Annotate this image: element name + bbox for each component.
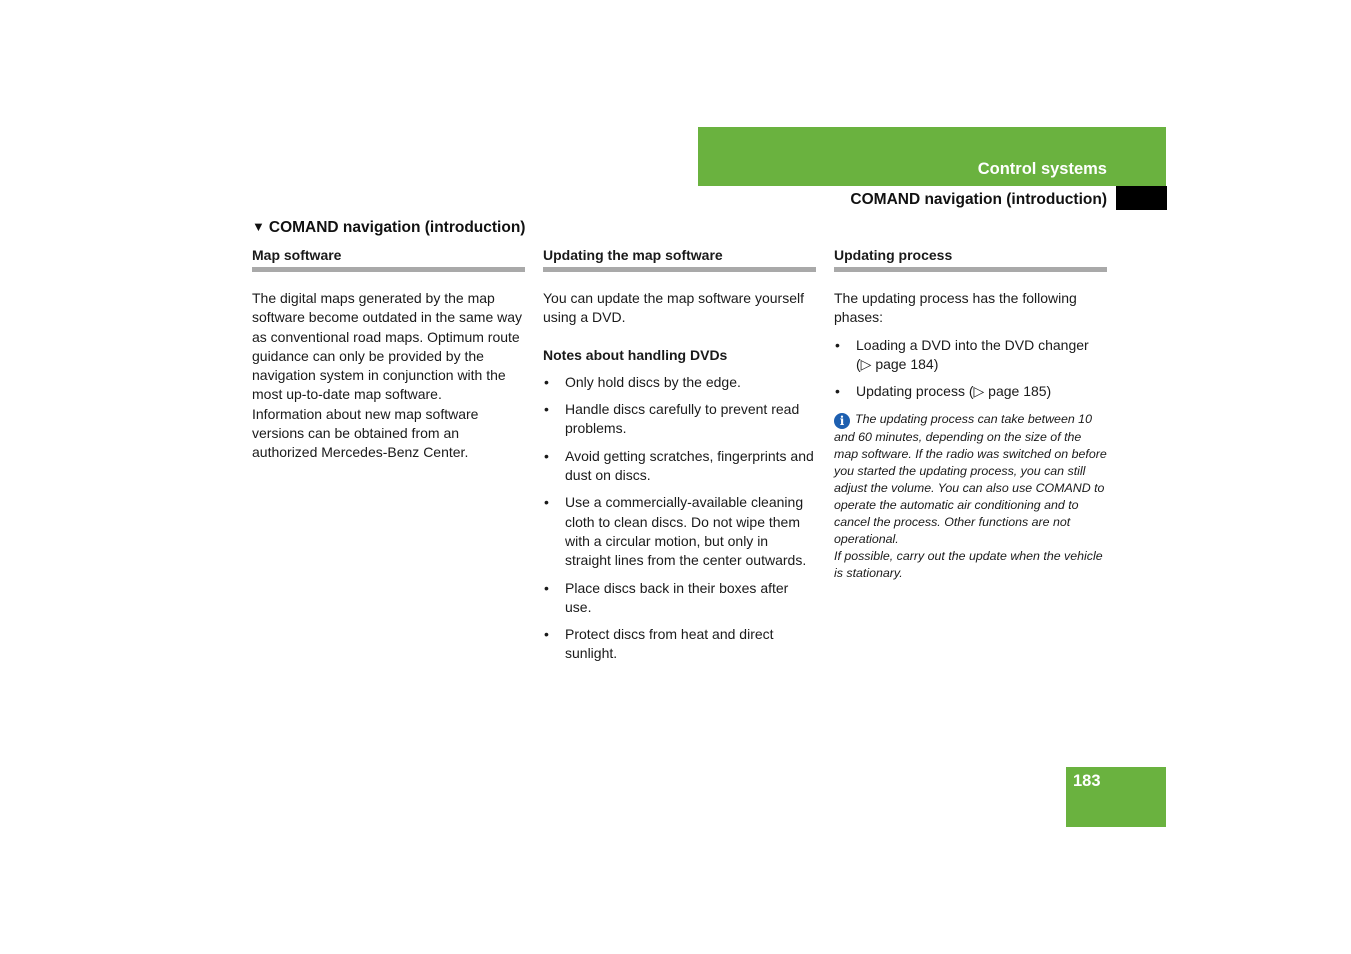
- map-software-paragraph: The digital maps generated by the map software become outdated in the same way as conventional road maps. Optimum route guidance can only be provided by the navigation system in conjunction with the most up-to-date map software.: [252, 290, 523, 403]
- list-item: • Protect discs from heat and direct sunlight.: [543, 625, 816, 664]
- info-icon: i: [834, 413, 850, 429]
- page-number: 183: [1073, 772, 1101, 790]
- phases-list: [834, 336, 1107, 402]
- dvd-notes-list: [543, 373, 816, 664]
- page-title: [252, 219, 525, 237]
- list-item: • Avoid getting scratches, fingerprints and dust on discs.: [543, 447, 816, 486]
- dvd-notes-heading: Notes about handling DVDs: [543, 346, 728, 363]
- column-map-software: [252, 246, 525, 463]
- updating-process-intro: The updating process has the following phases:: [834, 290, 1077, 326]
- info-note: [834, 411, 1107, 582]
- list-item: • Updating process (▷ page 185): [834, 382, 1107, 401]
- list-item: • Only hold discs by the edge.: [543, 373, 816, 392]
- updating-intro: You can update the map software yourself using a DVD.: [543, 290, 804, 326]
- list-item: • Handle discs carefully to prevent read problems.: [543, 400, 816, 439]
- updating-map-software-heading: Updating the map software: [543, 246, 816, 272]
- list-item: • Loading a DVD into the DVD changer (▷ page 184): [834, 336, 1107, 375]
- info-note-text: If possible, carry out the update when the vehicle is stationary.: [834, 549, 1103, 581]
- map-software-paragraph: Information about new map software versions can be obtained from an authorized Mercedes-Benz Center.: [252, 405, 479, 461]
- updating-process-heading: Updating process: [834, 246, 1107, 272]
- chapter-title: Control systems: [977, 160, 1107, 178]
- section-title: COMAND navigation (introduction): [850, 191, 1107, 208]
- column-updating-process: [834, 246, 1107, 582]
- section-tab-marker: [1116, 186, 1167, 210]
- info-note-text: The updating process can take between 10 and 60 minutes, depending on the size of the map software. If the radio was switched on before you started the updating process, you can still adjust the volume. You can also use COMAND to operate the automatic air conditioning and to cancel the process. Other functions are not operational.: [834, 412, 1107, 547]
- list-item: • Use a commercially-available cleaning cloth to clean discs. Do not wipe them with a circular motion, but only in straight lines from the center outwards.: [543, 493, 816, 570]
- column-updating-map-software: [543, 246, 816, 672]
- page-title-text: COMAND navigation (introduction): [268, 219, 526, 236]
- map-software-heading: Map software: [252, 246, 525, 272]
- list-item: • Place discs back in their boxes after use.: [543, 579, 816, 618]
- triangle-down-icon: ▼: [252, 219, 265, 234]
